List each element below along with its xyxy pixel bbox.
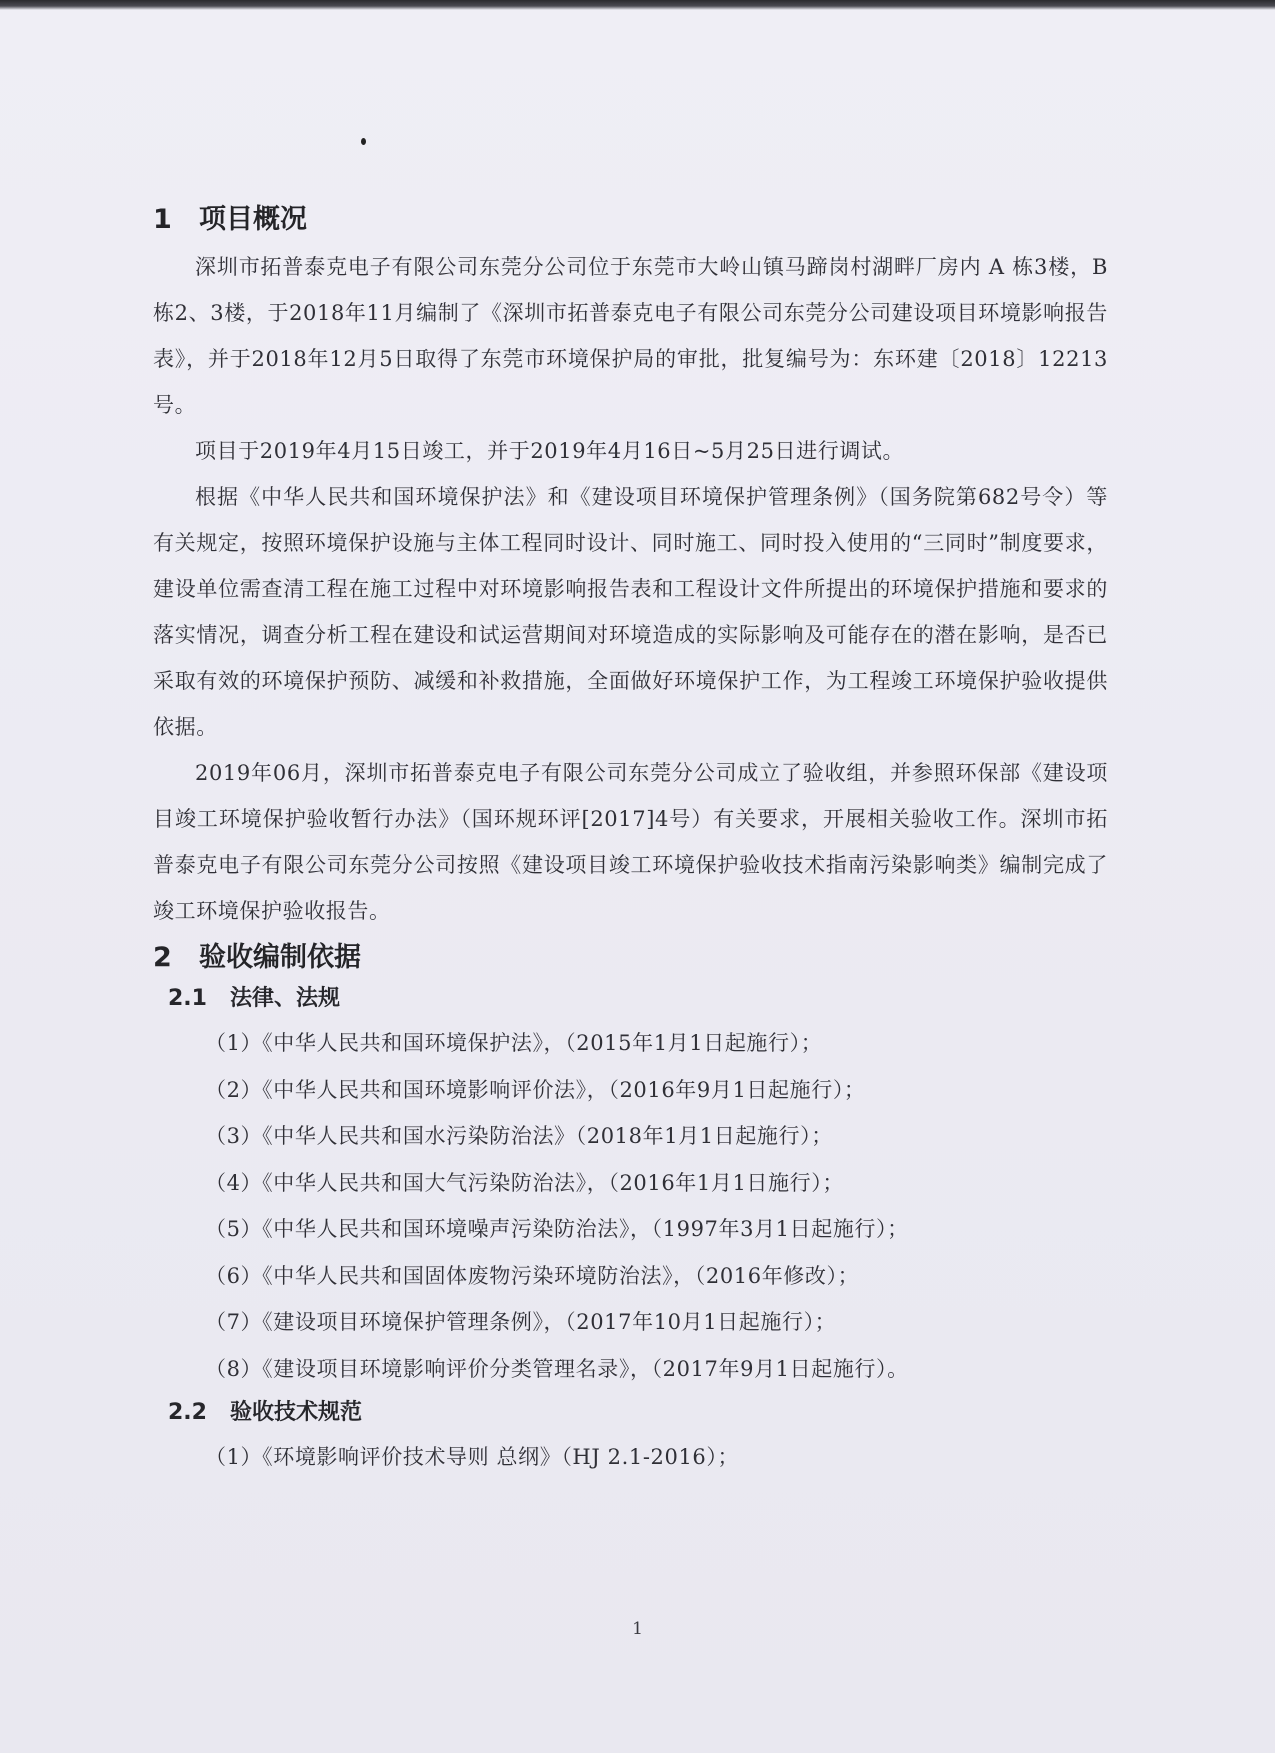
section-1-number: 1 [153, 204, 172, 235]
section-2-2-heading [168, 1392, 1108, 1434]
standard-item-1: （1）《环境影响评价技术导则 总纲》（HJ 2.1-2016）； [205, 1445, 740, 1469]
scan-top-edge [0, 0, 1275, 10]
section-2-number: 2 [153, 942, 172, 973]
section-1-paragraph-3: 根据《中华人民共和国环境保护法》和《建设项目环境保护管理条例》（国务院第682号令）等有关规定，按照环境保护设施与主体工程同时设计、同时施工、同时投入使用的“三同时”制度要求，建设单位需查清工程在施工过程中对环境影响报告表和工程设计文件所提出的环境保护措施和要求的落实情况，调查分析工程在建设和试运营期间对环境造成的实际影响及可能存在的潜在影响，是否已采取有效的环境保护预防、减缓和补救措施，全面做好环境保护工作，为工程竣工环境保护验收提供依据。 [153, 485, 1108, 739]
page-number: 1 [632, 1619, 643, 1639]
section-2-2-number: 2.2 [168, 1400, 207, 1425]
section-2-title: 验收编制依据 [199, 942, 361, 973]
section-2-heading [153, 938, 1108, 978]
law-item-2: （2）《中华人民共和国环境影响评价法》，（2016年9月1日起施行）； [205, 1077, 866, 1102]
section-1-paragraph-1: 深圳市拓普泰克电子有限公司东莞分公司位于东莞市大岭山镇马蹄岗村湖畔厂房内 A 栋3楼，B栋2、3楼，于2018年11月编制了《深圳市拓普泰克电子有限公司东莞分公司建设项目环境影响报告表》，并于2018年12月5日取得了东莞市环境保护局的审批，批复编号为：东环建〔2018〕12213号。 [153, 255, 1108, 417]
law-item-5: （5）《中华人民共和国环境噪声污染防治法》，（1997年3月1日起施行）； [205, 1217, 909, 1241]
section-2-1-title: 法律、法规 [230, 986, 341, 1011]
section-1-paragraph-4: 2019年06月，深圳市拓普泰克电子有限公司东莞分公司成立了验收组，并参照环保部《建设项目竣工环境保护验收暂行办法》（国环规环评[2017]4号）有关要求，开展相关验收工作。深圳市拓普泰克电子有限公司东莞分公司按照《建设项目竣工环境保护验收技术指南污染影响类》编制完成了竣工环境保护验收报告。 [153, 761, 1108, 923]
section-2-2-title: 验收技术规范 [230, 1400, 363, 1425]
law-item-4: （4）《中华人民共和国大气污染防治法》，（2016年1月1日施行）； [205, 1170, 844, 1195]
law-item-8: （8）《建设项目环境影响评价分类管理名录》，（2017年9月1日起施行）。 [205, 1356, 909, 1381]
law-item-1: （1）《中华人民共和国环境保护法》，（2015年1月1日起施行）； [205, 1031, 823, 1055]
scan-speck [361, 138, 366, 145]
section-1-title: 项目概况 [199, 204, 307, 235]
section-1-heading [153, 200, 1108, 240]
document-body [153, 200, 1108, 1481]
section-2-1-heading [168, 978, 1108, 1020]
law-item-7: （7）《建设项目环境保护管理条例》，（2017年10月1日起施行）； [205, 1310, 837, 1334]
section-1-paragraph-2: 项目于2019年4月15日竣工，并于2019年4月16日~5月25日进行调试。 [195, 439, 905, 463]
law-item-6: （6）《中华人民共和国固体废物污染环境防治法》，（2016年修改）； [205, 1263, 860, 1288]
section-2-1-number: 2.1 [168, 986, 207, 1011]
law-item-3: （3）《中华人民共和国水污染防治法》（2018年1月1日起施行）； [205, 1124, 833, 1148]
